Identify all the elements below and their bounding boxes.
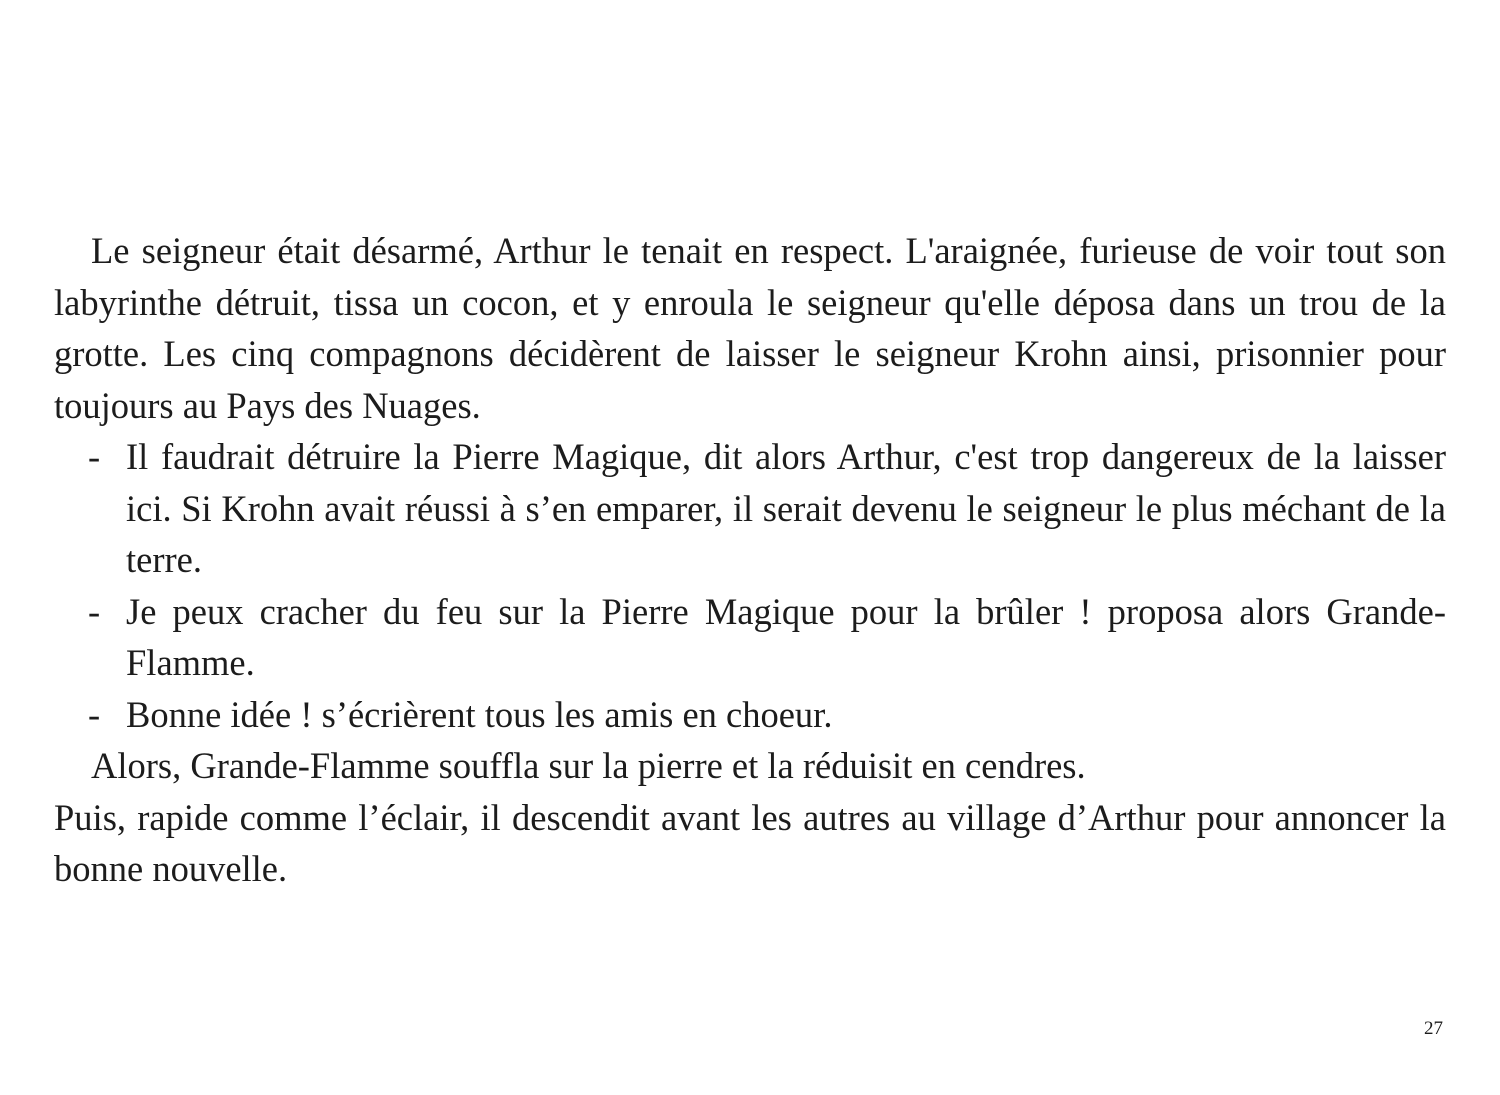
dialogue-text: Bonne idée ! s’écrièrent tous les amis en choeur. (126, 693, 833, 735)
paragraph-closing-2: Puis, rapide comme l’éclair, il descendit avant les autres au village d’Arthur pour annoncer la bonne nouvelle. (54, 796, 1446, 889)
dialogue-line (88, 431, 1446, 586)
dialogue-dash: - (88, 590, 101, 632)
paragraph-closing-1: Alors, Grande-Flamme souffla sur la pierre et la réduisit en cendres. (91, 745, 1086, 786)
paragraph-narration: Le seigneur était désarmé, Arthur le tenait en respect. L'araignée, furieuse de voir tout son labyrinthe détruit, tissa un cocon, et y enroula le seigneur qu'elle déposa dans un trou de la grotte. Les cinq compagnons décidèrent de laisser le seigneur Krohn ainsi, prisonnier pour toujours au Pays des Nuages. (54, 230, 1446, 426)
dialogue-line (88, 689, 1446, 741)
page-number: 27 (1424, 1018, 1443, 1039)
story-text (54, 225, 1446, 895)
dialogue-dash: - (88, 693, 101, 735)
dialogue-dash: - (88, 436, 101, 477)
dialogue-text: Je peux cracher du feu sur la Pierre Magique pour la brûler ! proposa alors Grande-Flamme. (126, 590, 1446, 683)
dialogue-text: Il faudrait détruire la Pierre Magique, dit alors Arthur, c'est trop dangereux de la laisser ici. Si Krohn avait réussi à s’en emparer, il serait devenu le seigneur le plus méchant de la terre. (126, 436, 1446, 580)
dialogue-line (88, 586, 1446, 689)
